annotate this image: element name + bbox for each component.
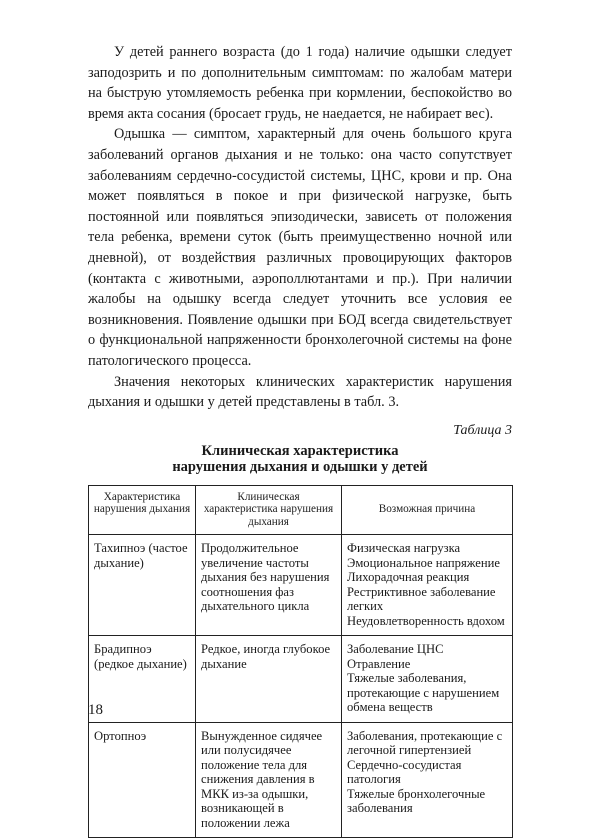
table-header-row — [89, 485, 513, 535]
paragraph-1: У детей раннего возраста (до 1 года) наличие одышки следует заподозрить и по дополнительным симптомам: по жалобам матери на быструю утомляемость ребенка при кормлении, беспокойство во время акта сосания (бросает грудь, не наедается, не набирает вес). — [88, 44, 512, 122]
cause-item: Заболевание ЦНС — [347, 642, 444, 657]
cause-item: Физическая нагрузка — [347, 541, 461, 556]
clinical-table — [88, 485, 513, 838]
cause-item: Лихорадочная реакция — [347, 570, 470, 585]
cell-causes — [342, 535, 513, 636]
table-row — [89, 722, 513, 838]
cell-name: Ортопноэ — [89, 722, 196, 838]
table-row — [89, 636, 513, 723]
table-title — [88, 443, 512, 475]
page-content — [88, 42, 512, 838]
cause-item: Тяжелые бронхолегочные заболевания — [347, 786, 486, 816]
cause-item: Тяжелые заболевания, протекающие с нарушением обмена веществ — [347, 671, 500, 715]
table-row — [89, 535, 513, 636]
cell-clinical: Редкое, иногда глубокое дыхание — [196, 636, 342, 723]
cause-item: Неудовлетворенность вдохом — [347, 613, 505, 628]
cause-item: Отравление — [347, 656, 411, 671]
cause-item: Эмоциональное напряжение — [347, 555, 500, 570]
cell-causes — [342, 722, 513, 838]
cell-causes — [342, 636, 513, 723]
table-number: Таблица 3 — [453, 422, 512, 438]
cell-clinical: Вынужденное сидячее или полусидячее положение тела для снижения давления в МКК из-за одышки, возникающей в положении лежа — [196, 722, 342, 838]
cause-item: Сердечно-сосудистая патология — [347, 757, 462, 787]
paragraph-2: Одышка — симптом, характерный для очень большого круга заболеваний органов дыхания и не только: она часто сопутствует заболеваниям сердечно-сосудистой системы, ЦНС, крови и пр. Она может появляться в покое и при физической нагрузке, быть постоянной или появляться эпизодически, зависеть от положения тела ребенка, времени суток (быть преимущественно ночной или дневной), от воздействия различных провоцирующих факторов (контакта с животными, аэрополлютантами и пр.). При наличии жалобы на одышку всегда следует уточнить все условия ее возникновения. Появление одышки при БОД всегда свидетельствует о функциональной напряженности бронхолегочной системы на фоне патологического процесса. — [88, 126, 512, 369]
table-title-line-2: нарушения дыхания и одышки у детей — [172, 458, 428, 475]
table-title-line-1: Клиническая характеристика — [201, 442, 399, 459]
cell-name: Брадипноэ (редкое дыхание) — [89, 636, 196, 723]
cause-item: Рестриктивное заболевание легких — [347, 584, 496, 614]
cell-clinical: Продолжительное увеличение частоты дыхания без нарушения соотношения фаз дыхательного цикла — [196, 535, 342, 636]
cell-name: Тахипноэ (частое дыхание) — [89, 535, 196, 636]
header-clinical: Клиническая характеристика нарушения дыхания — [196, 485, 342, 535]
page-number: 18 — [88, 702, 103, 718]
cause-item: Заболевания, протекающие с легочной гипертензией — [347, 728, 503, 758]
header-characteristic: Характеристика нарушения дыхания — [89, 485, 196, 535]
paragraph-3: Значения некоторых клинических характеристик нарушения дыхания и одышки у детей представлены в табл. 3. — [88, 373, 512, 411]
header-cause: Возможная причина — [342, 485, 513, 535]
